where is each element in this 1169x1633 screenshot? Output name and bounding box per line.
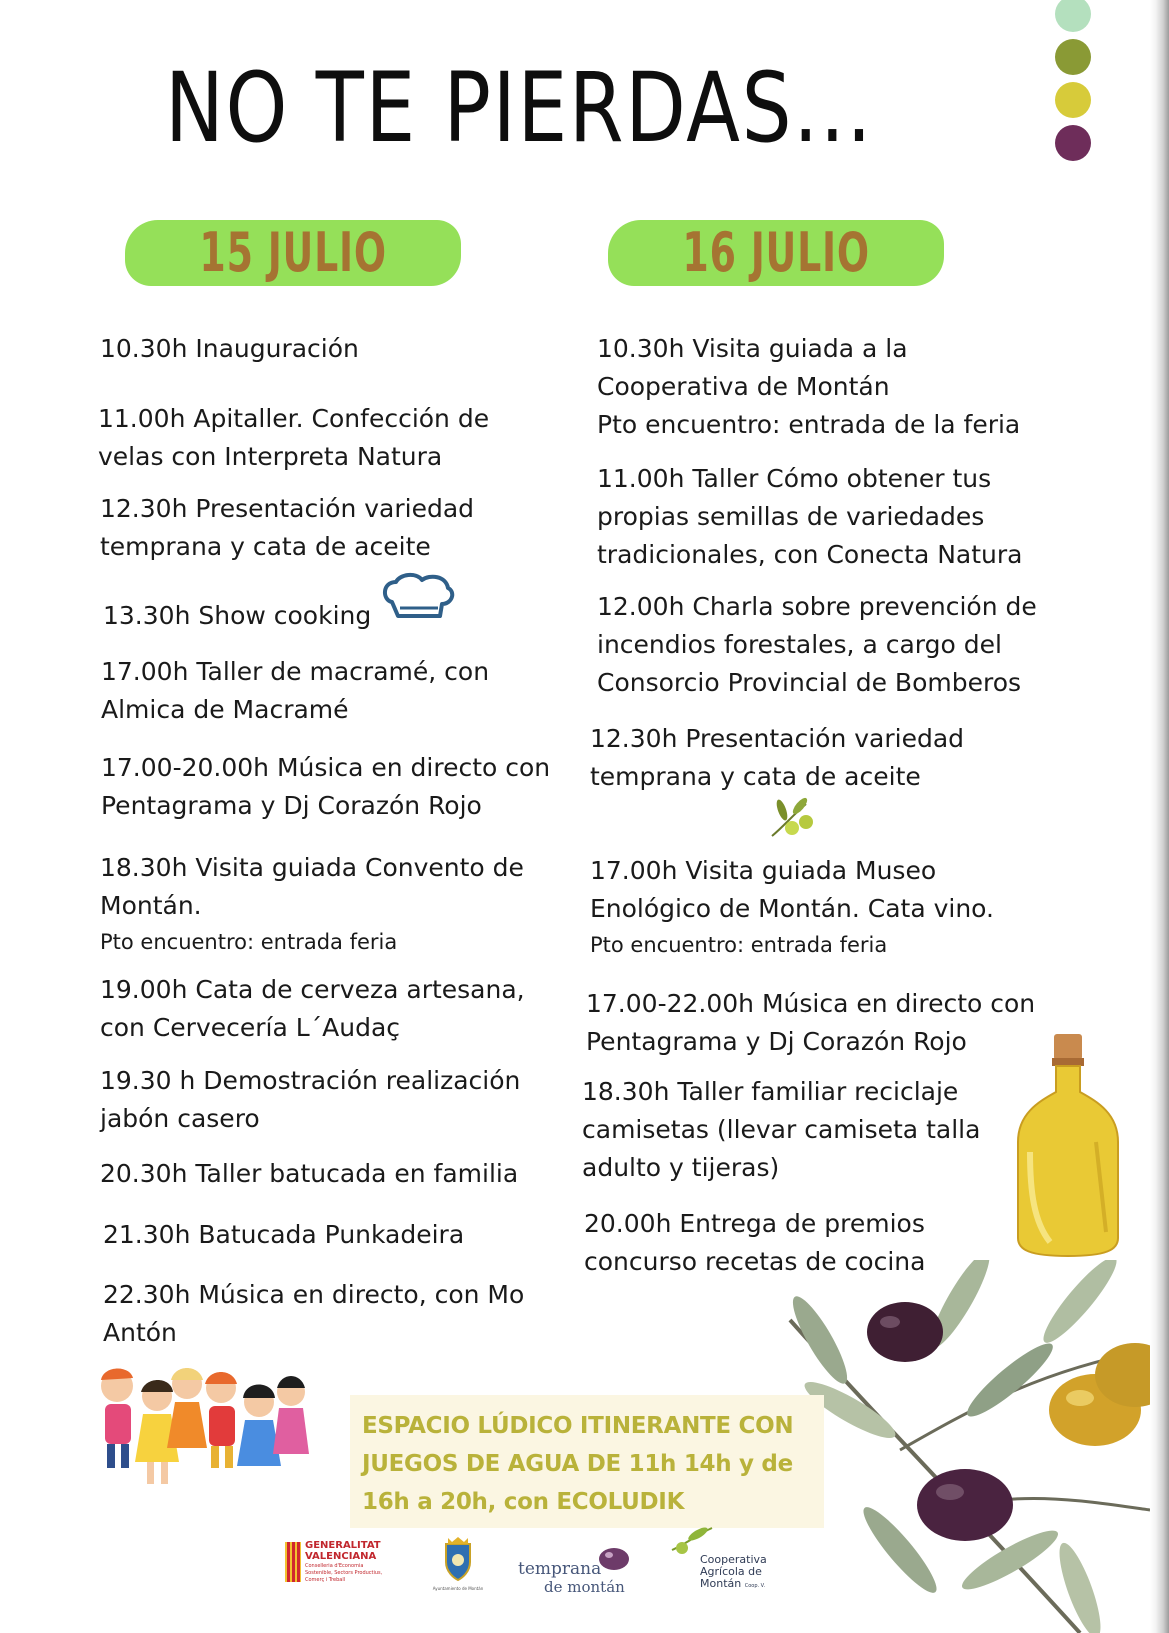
playground-info-box: [350, 1395, 824, 1528]
event-line: concurso recetas de cocina: [584, 1247, 926, 1276]
temprana-text: temprana: [518, 1559, 602, 1579]
event-line: 12.30h Presentación variedad: [590, 724, 965, 753]
cooperativa-suffix: Coop. V.: [744, 1583, 766, 1589]
temprana-de-montan-logo: [518, 1544, 648, 1596]
event-line: Cooperativa de Montán: [597, 372, 890, 401]
event-line: 18.30h Taller familiar reciclaje: [582, 1077, 959, 1106]
playground-line: 16h a 20h, con ECOLUDIK: [362, 1489, 685, 1515]
event-line: 20.00h Entrega de premios: [584, 1209, 925, 1238]
event-day1-1: [100, 330, 359, 368]
event-line: Montán.: [100, 891, 202, 920]
event-line: 20.30h Taller batucada en familia: [100, 1159, 519, 1188]
event-line: 17.00-22.00h Música en directo con: [586, 989, 1036, 1018]
event-line: 17.00h Taller de macramé, con: [101, 657, 490, 686]
event-day1-6: [101, 749, 550, 825]
event-line: 10.30h Visita guiada a la: [597, 334, 908, 363]
chef-hat-icon: [380, 572, 456, 624]
playground-line: JUEGOS DE AGUA DE 11h 14h y de: [362, 1451, 793, 1477]
event-line: velas con Interpreta Natura: [98, 442, 443, 471]
event-day1-7: [100, 849, 524, 959]
event-line: 19.00h Cata de cerveza artesana,: [100, 975, 525, 1004]
olive-sprig-icon: [762, 796, 820, 846]
event-day1-12: [103, 1276, 524, 1352]
event-day1-11: [103, 1216, 464, 1254]
event-line: temprana y cata de aceite: [590, 762, 921, 791]
event-line: 19.30 h Demostración realización: [100, 1066, 521, 1095]
generalitat-sub: Sostenible, Sectors Productius,: [305, 1570, 383, 1576]
children-playing-illustration: [95, 1362, 315, 1530]
event-day1-3: [100, 490, 474, 566]
event-day2-7: [582, 1073, 980, 1187]
event-line: propias semillas de variedades: [597, 502, 985, 531]
event-note: Pto encuentro: entrada feria: [590, 933, 888, 957]
event-line: incendios forestales, a cargo del: [597, 630, 1002, 659]
event-line: Almica de Macramé: [101, 695, 349, 724]
generalitat-name: GENERALITAT: [305, 1540, 381, 1551]
event-day1-9: [100, 1062, 520, 1138]
event-line: 13.30h Show cooking: [103, 601, 372, 630]
generalitat-sub: Conselleria d'Economia: [305, 1563, 364, 1569]
event-day2-4: [590, 720, 964, 796]
event-day2-6: [586, 985, 1035, 1061]
cooperativa-line: Cooperativa: [700, 1553, 767, 1566]
generalitat-name2: VALENCIANA: [305, 1551, 377, 1562]
event-line: tradicionales, con Conecta Natura: [597, 540, 1023, 569]
olive-branch-illustration: [780, 1260, 1150, 1633]
event-line: Pto encuentro: entrada de la feria: [597, 410, 1021, 439]
event-line: temprana y cata de aceite: [100, 532, 431, 561]
event-line: 11.00h Taller Cómo obtener tus: [597, 464, 992, 493]
event-line: con Cervecería L´Audaç: [100, 1013, 401, 1042]
date-label-day2: 16 JULIO: [682, 221, 870, 284]
cooperativa-line: Agrícola de: [700, 1565, 762, 1578]
event-day2-2: [597, 460, 1023, 574]
event-line: 12.30h Presentación variedad: [100, 494, 475, 523]
date-badge-day2: [608, 220, 944, 286]
date-label-day1: 15 JULIO: [199, 221, 387, 284]
event-line: Enológico de Montán. Cata vino.: [590, 894, 994, 923]
event-day2-3: [597, 588, 1037, 702]
cooperativa-montan-logo: [668, 1524, 788, 1598]
page-edge-shadow: [1150, 0, 1169, 1633]
event-day1-8: [100, 971, 525, 1047]
event-line: 12.00h Charla sobre prevención de: [597, 592, 1037, 621]
event-day1-2: [98, 400, 489, 476]
event-day1-10: [100, 1155, 518, 1193]
event-line: Pentagrama y Dj Corazón Rojo: [101, 791, 482, 820]
event-line: camisetas (llevar camiseta talla: [582, 1115, 981, 1144]
event-line: jabón casero: [100, 1104, 260, 1133]
event-day1-5: [101, 653, 489, 729]
event-day2-1: [597, 330, 1020, 444]
olive-dot: [1055, 39, 1091, 75]
cooperativa-line: Montán: [700, 1577, 742, 1590]
event-line: 17.00h Visita guiada Museo: [590, 856, 937, 885]
playground-line: ESPACIO LÚDICO ITINERANTE CON: [362, 1413, 794, 1439]
page-title: NO TE PIERDAS...: [165, 52, 874, 164]
mint-dot: [1055, 0, 1091, 32]
event-line: 22.30h Música en directo, con Mo: [103, 1280, 525, 1309]
coat-of-arms-icon: [440, 1536, 476, 1582]
generalitat-valenciana-logo: [285, 1540, 395, 1592]
generalitat-sub: Comerç i Treball: [305, 1577, 346, 1583]
olive-oil-bottle-illustration: [1010, 1032, 1126, 1258]
montan-text: de montán: [544, 1578, 625, 1596]
event-line: 21.30h Batucada Punkadeira: [103, 1220, 465, 1249]
event-line: 11.00h Apitaller. Confección de: [98, 404, 490, 433]
ayuntamiento-montan-logo: [430, 1536, 486, 1596]
event-line: 10.30h Inauguración: [100, 334, 359, 363]
event-line: Pentagrama y Dj Corazón Rojo: [586, 1027, 967, 1056]
date-badge-day1: [125, 220, 461, 286]
ayuntamiento-caption: Ayuntamiento de Montán: [432, 1586, 484, 1591]
generalitat-stripes-icon: [285, 1542, 301, 1582]
event-line: Consorcio Provincial de Bomberos: [597, 668, 1022, 697]
event-note: Pto encuentro: entrada feria: [100, 930, 398, 954]
event-line: 17.00-20.00h Música en directo con: [101, 753, 551, 782]
event-day2-5: [590, 852, 994, 962]
event-line: 18.30h Visita guiada Convento de: [100, 853, 524, 882]
event-line: Antón: [103, 1318, 177, 1347]
yellow-dot: [1055, 82, 1091, 118]
purple-dot: [1055, 125, 1091, 161]
event-day1-4: [103, 597, 371, 635]
event-line: adulto y tijeras): [582, 1153, 780, 1182]
